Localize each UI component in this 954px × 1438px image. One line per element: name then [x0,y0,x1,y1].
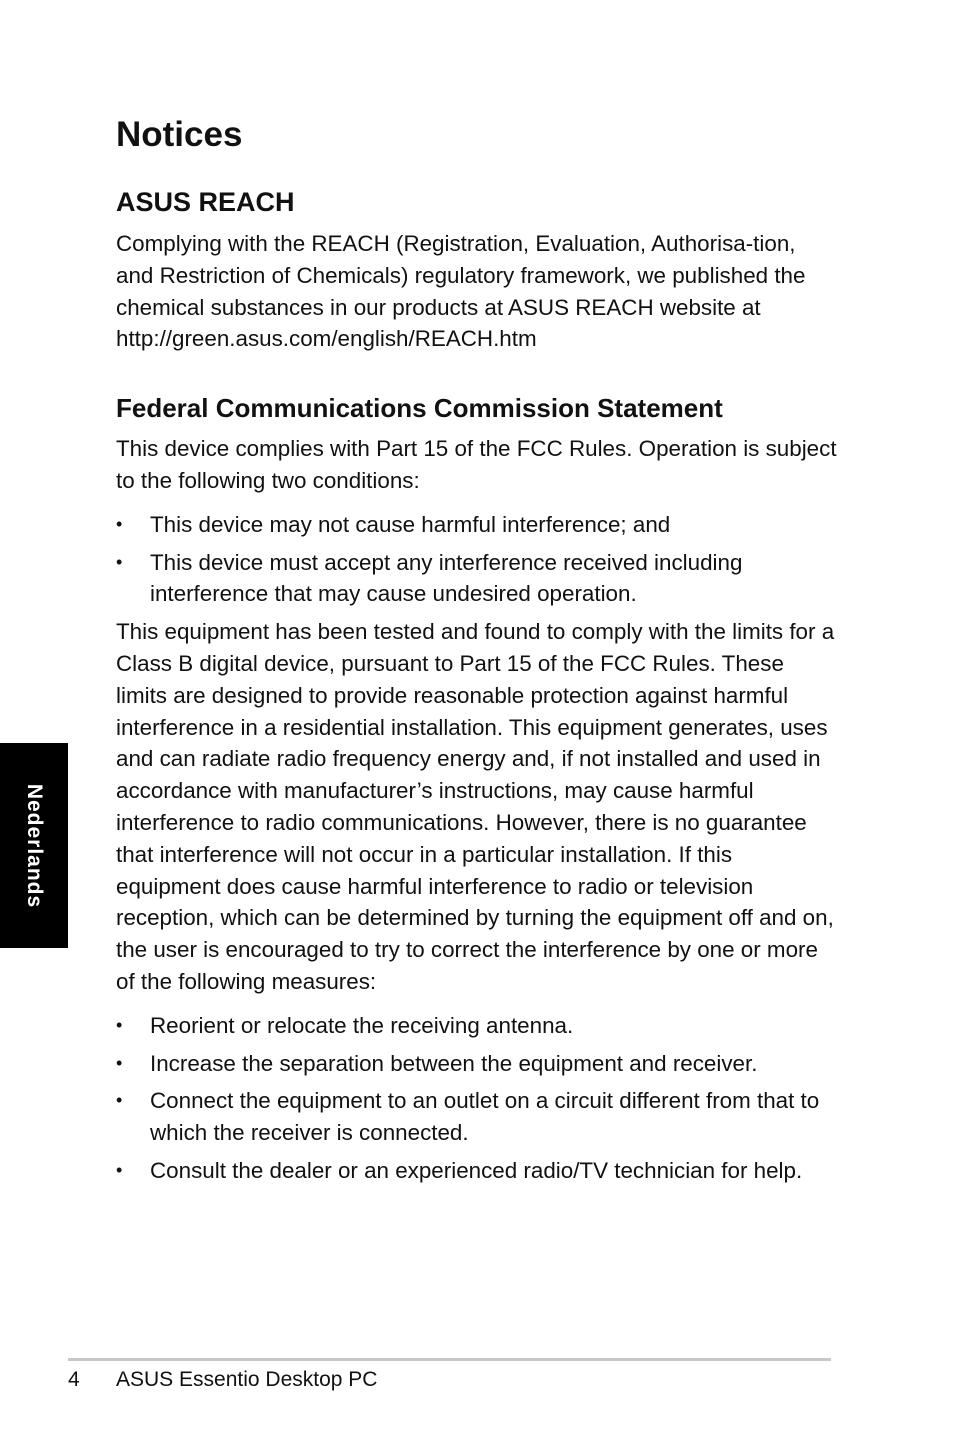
list-item [116,547,838,611]
list-item-text: This device may not cause harmful interference; and [150,511,671,537]
list-item [116,1085,838,1149]
language-label: Nederlands [23,783,46,908]
fcc-conditions-list [116,509,838,610]
list-item-text: Connect the equipment to an outlet on a circuit different from that to which the receiver is connected. [150,1088,820,1146]
footer-divider [68,1358,831,1361]
page-content [116,112,838,1193]
asus-reach-section [116,184,838,355]
bullet-icon: • [116,551,123,572]
list-item-text: Consult the dealer or an experienced radio/TV technician for help. [150,1157,803,1183]
bullet-icon: • [116,1014,123,1035]
list-item-text: Reorient or relocate the receiving antenna. [150,1012,574,1038]
fcc-section [116,391,838,1187]
bullet-icon: • [116,1090,123,1111]
page-title: Notices [116,115,243,154]
bullet-icon: • [116,1052,123,1073]
list-item-text: Increase the separation between the equipment and receiver. [150,1050,758,1076]
fcc-body-paragraph: This equipment has been tested and found to comply with the limits for a Class B digital device, pursuant to Part 15 of the FCC Rules. These limits are designed to provide reasonable protection against harmful interference in a residential installation. This equipment generates, uses and can radiate radio frequency energy and, if not installed and used in accordance with manufacturer’s instructions, may cause harmful interference to radio communications. However, there is no guarantee that interference will not occur in a particular installation. If this equipment does cause harmful interference to radio or television reception, which can be determined by turning the equipment off and on, the user is encouraged to try to correct the interference by one or more of the following measures: [116,619,835,994]
bullet-icon: • [116,1159,123,1180]
fcc-intro-paragraph: This device complies with Part 15 of the FCC Rules. Operation is subject to the following two conditions: [116,436,837,493]
list-item [116,1010,838,1042]
language-side-tab [0,743,68,948]
list-item [116,509,838,541]
bullet-icon: • [116,513,123,534]
fcc-measures-list [116,1010,838,1187]
reach-heading: ASUS REACH [116,187,295,217]
footer-doc-title: ASUS Essentio Desktop PC [116,1368,378,1391]
page-number: 4 [68,1368,80,1391]
list-item [116,1155,838,1187]
list-item [116,1048,838,1080]
list-item-text: This device must accept any interference received including interference that may cause undesired operation. [150,549,743,607]
fcc-heading: Federal Communications Commission Statement [116,393,723,424]
reach-paragraph: Complying with the REACH (Registration, Evaluation, Authorisa-tion, and Restriction of Chemicals) regulatory framework, we published the chemical substances in our products at ASUS REACH website at http://green.asus.com/english/REACH.htm [116,231,806,352]
